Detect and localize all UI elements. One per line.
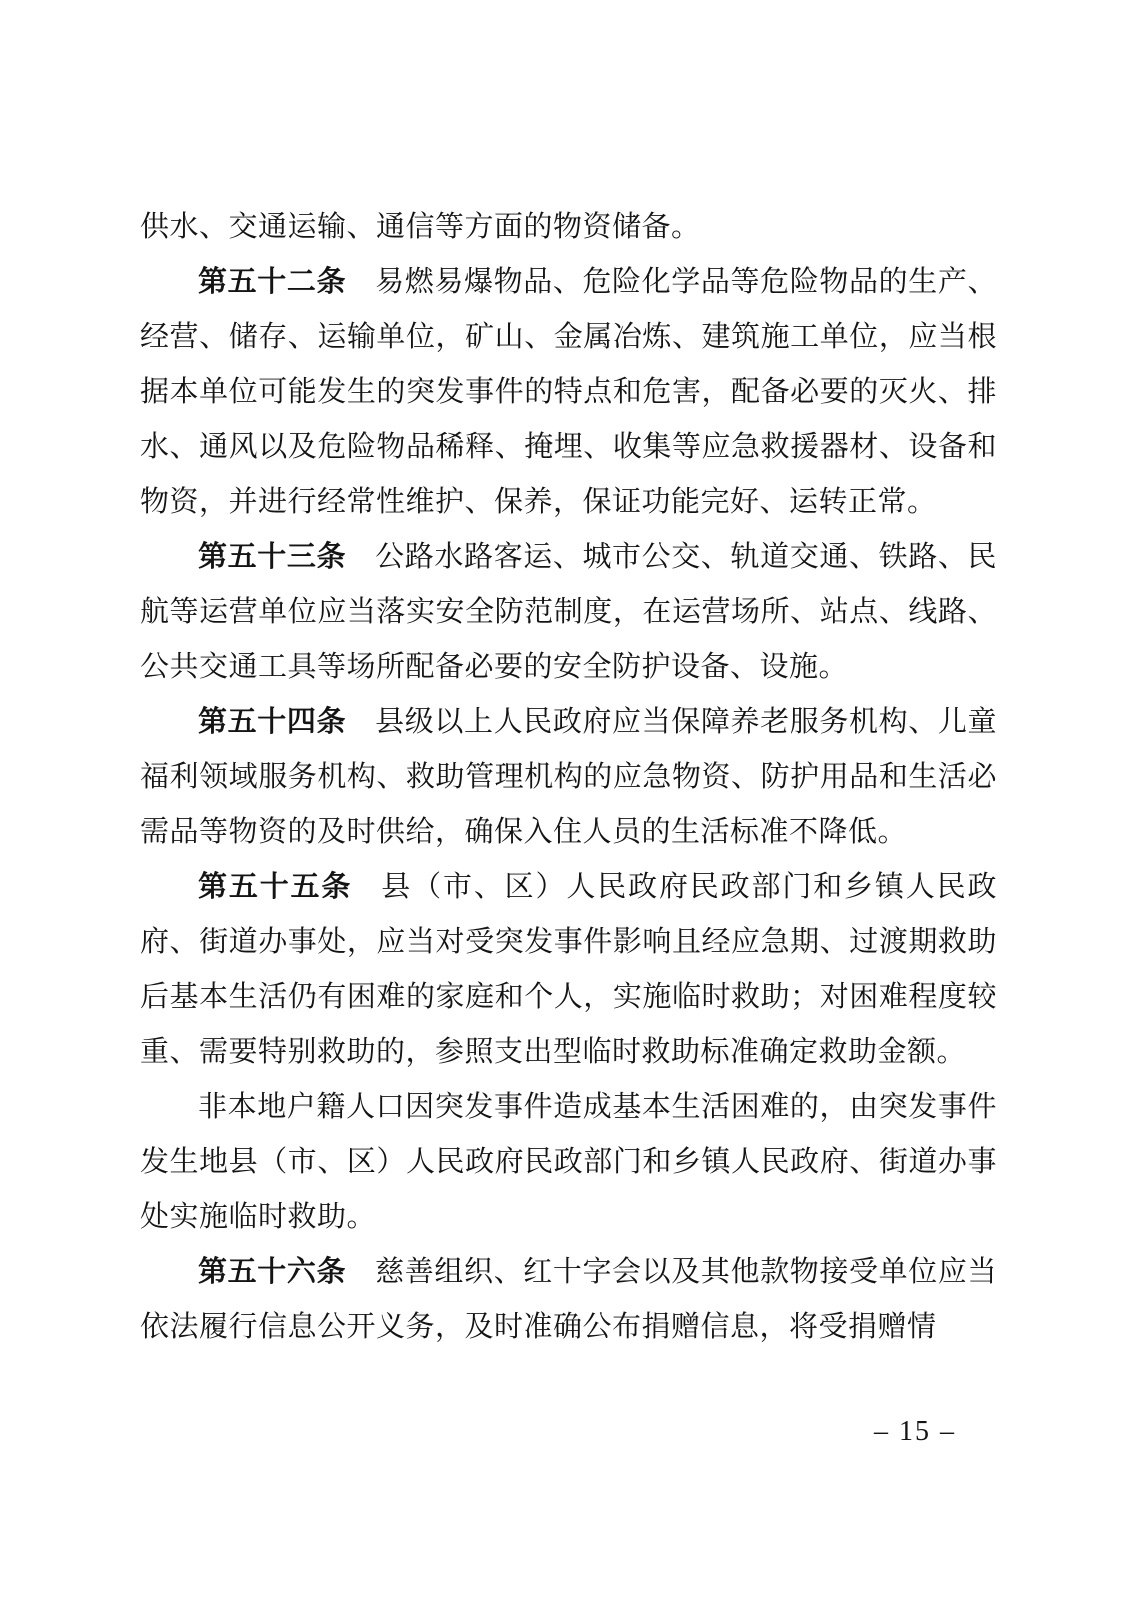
page-number: – 15 – [874,1416,956,1447]
paragraph [140,695,997,860]
paragraph [140,1080,997,1245]
article-heading: 第五十六条 [198,1256,347,1288]
article-heading: 第五十二条 [198,266,347,298]
paragraph-text: 供水、交通运输、通信等方面的物资储备。 [140,211,701,243]
paragraph-text: 县（市、区）人民政府民政部门和乡镇人民政府、街道办事处，应当对受突发事件影响且经应急期、过渡期救助后基本生活仍有困难的家庭和个人，实施临时救助；对困难程度较重、需要特别救助的，参照支出型临时救助标准确定救助金额。 [140,871,997,1068]
article-heading: 第五十四条 [198,706,347,738]
article-heading: 第五十五条 [198,871,353,903]
paragraph [140,860,997,1080]
paragraph-text: 慈善组织、红十字会以及其他款物接受单位应当依法履行信息公开义务，及时准确公布捐赠信息，将受捐赠情 [140,1256,997,1343]
article-heading: 第五十三条 [198,541,347,573]
paragraph [140,255,997,530]
paragraph [140,200,997,255]
paragraph-text: 公路水路客运、城市公交、轨道交通、铁路、民航等运营单位应当落实安全防范制度，在运营场所、站点、线路、公共交通工具等场所配备必要的安全防护设备、设施。 [140,541,997,683]
paragraph-text: 非本地户籍人口因突发事件造成基本生活困难的，由突发事件发生地县（市、区）人民政府民政部门和乡镇人民政府、街道办事处实施临时救助。 [140,1091,997,1233]
paragraph-text: 县级以上人民政府应当保障养老服务机构、儿童福利领域服务机构、救助管理机构的应急物资、防护用品和生活必需品等物资的及时供给，确保入住人员的生活标准不降低。 [140,706,997,848]
paragraph [140,530,997,695]
document-content [140,200,997,1355]
paragraph [140,1245,997,1355]
paragraph-text: 易燃易爆物品、危险化学品等危险物品的生产、经营、储存、运输单位，矿山、金属冶炼、建筑施工单位，应当根据本单位可能发生的突发事件的特点和危害，配备必要的灭火、排水、通风以及危险物品稀释、掩埋、收集等应急救援器材、设备和物资，并进行经常性维护、保养，保证功能完好、运转正常。 [140,266,997,518]
